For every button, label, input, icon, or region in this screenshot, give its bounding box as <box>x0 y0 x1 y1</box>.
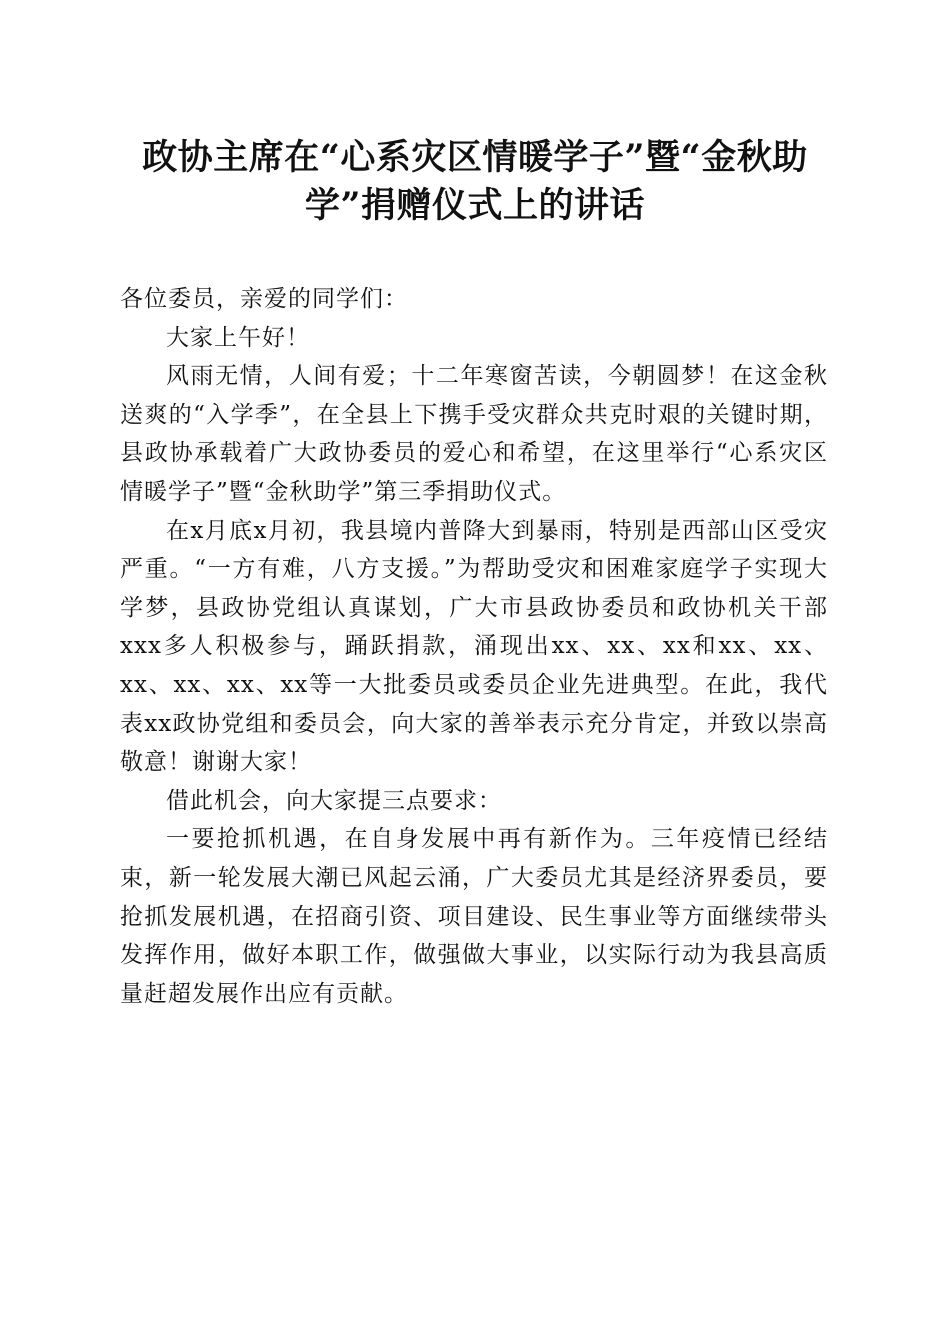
paragraph-requirements-intro: 借此机会，向大家提三点要求： <box>166 787 502 814</box>
paragraph-greeting: 大家上午好！ <box>166 324 310 351</box>
title-line-1: 政协主席在“心系灾区情暖学子”暨“金秋助 <box>142 137 808 178</box>
paragraph-requirement-1: 一要抢抓机遇，在自身发展中再有新作为。三年疫情已经结束，新一轮发展大潮已风起云涌，广大委员尤其是经济界委员，要抢抓发展机遇，在招商引资、项目建设、民生事业等方面继续带头发挥作用，做好本职工作，做强做大事业，以实际行动为我县高质量赶超发展作出应有贡献。 <box>120 826 828 1007</box>
paragraph-background: 在x月底x月初，我县境内普降大到暴雨，特别是西部山区受灾严重。“一方有难，八方支援。”为帮助受灾和困难家庭学子实现大学梦，县政协党组认真谋划，广大市县政协委员和政协机关干部xxx多人积极参与，踊跃捐款，涌现出xx、xx、xx和xx、xx、xx、xx、xx、xx等一大批委员或委员企业先进典型。在此，我代表xx政协党组和委员会，向大家的善举表示充分肯定，并致以崇高敬意！谢谢大家！ <box>120 517 828 776</box>
salutation: 各位委员，亲爱的同学们： <box>120 286 408 312</box>
paragraph-intro: 风雨无情，人间有爱；十二年寒窗苦读，今朝圆梦！在这金秋送爽的“入学季”，在全县上下携手受灾群众共克时艰的关键时期，县政协承载着广大政协委员的爱心和希望，在这里举行“心系灾区情暖学子”暨“金秋助学”第三季捐助仪式。 <box>120 363 828 505</box>
document-body <box>120 280 828 1013</box>
title-line-2: 学”捐赠仪式上的讲话 <box>304 185 646 226</box>
document-title <box>110 134 840 230</box>
